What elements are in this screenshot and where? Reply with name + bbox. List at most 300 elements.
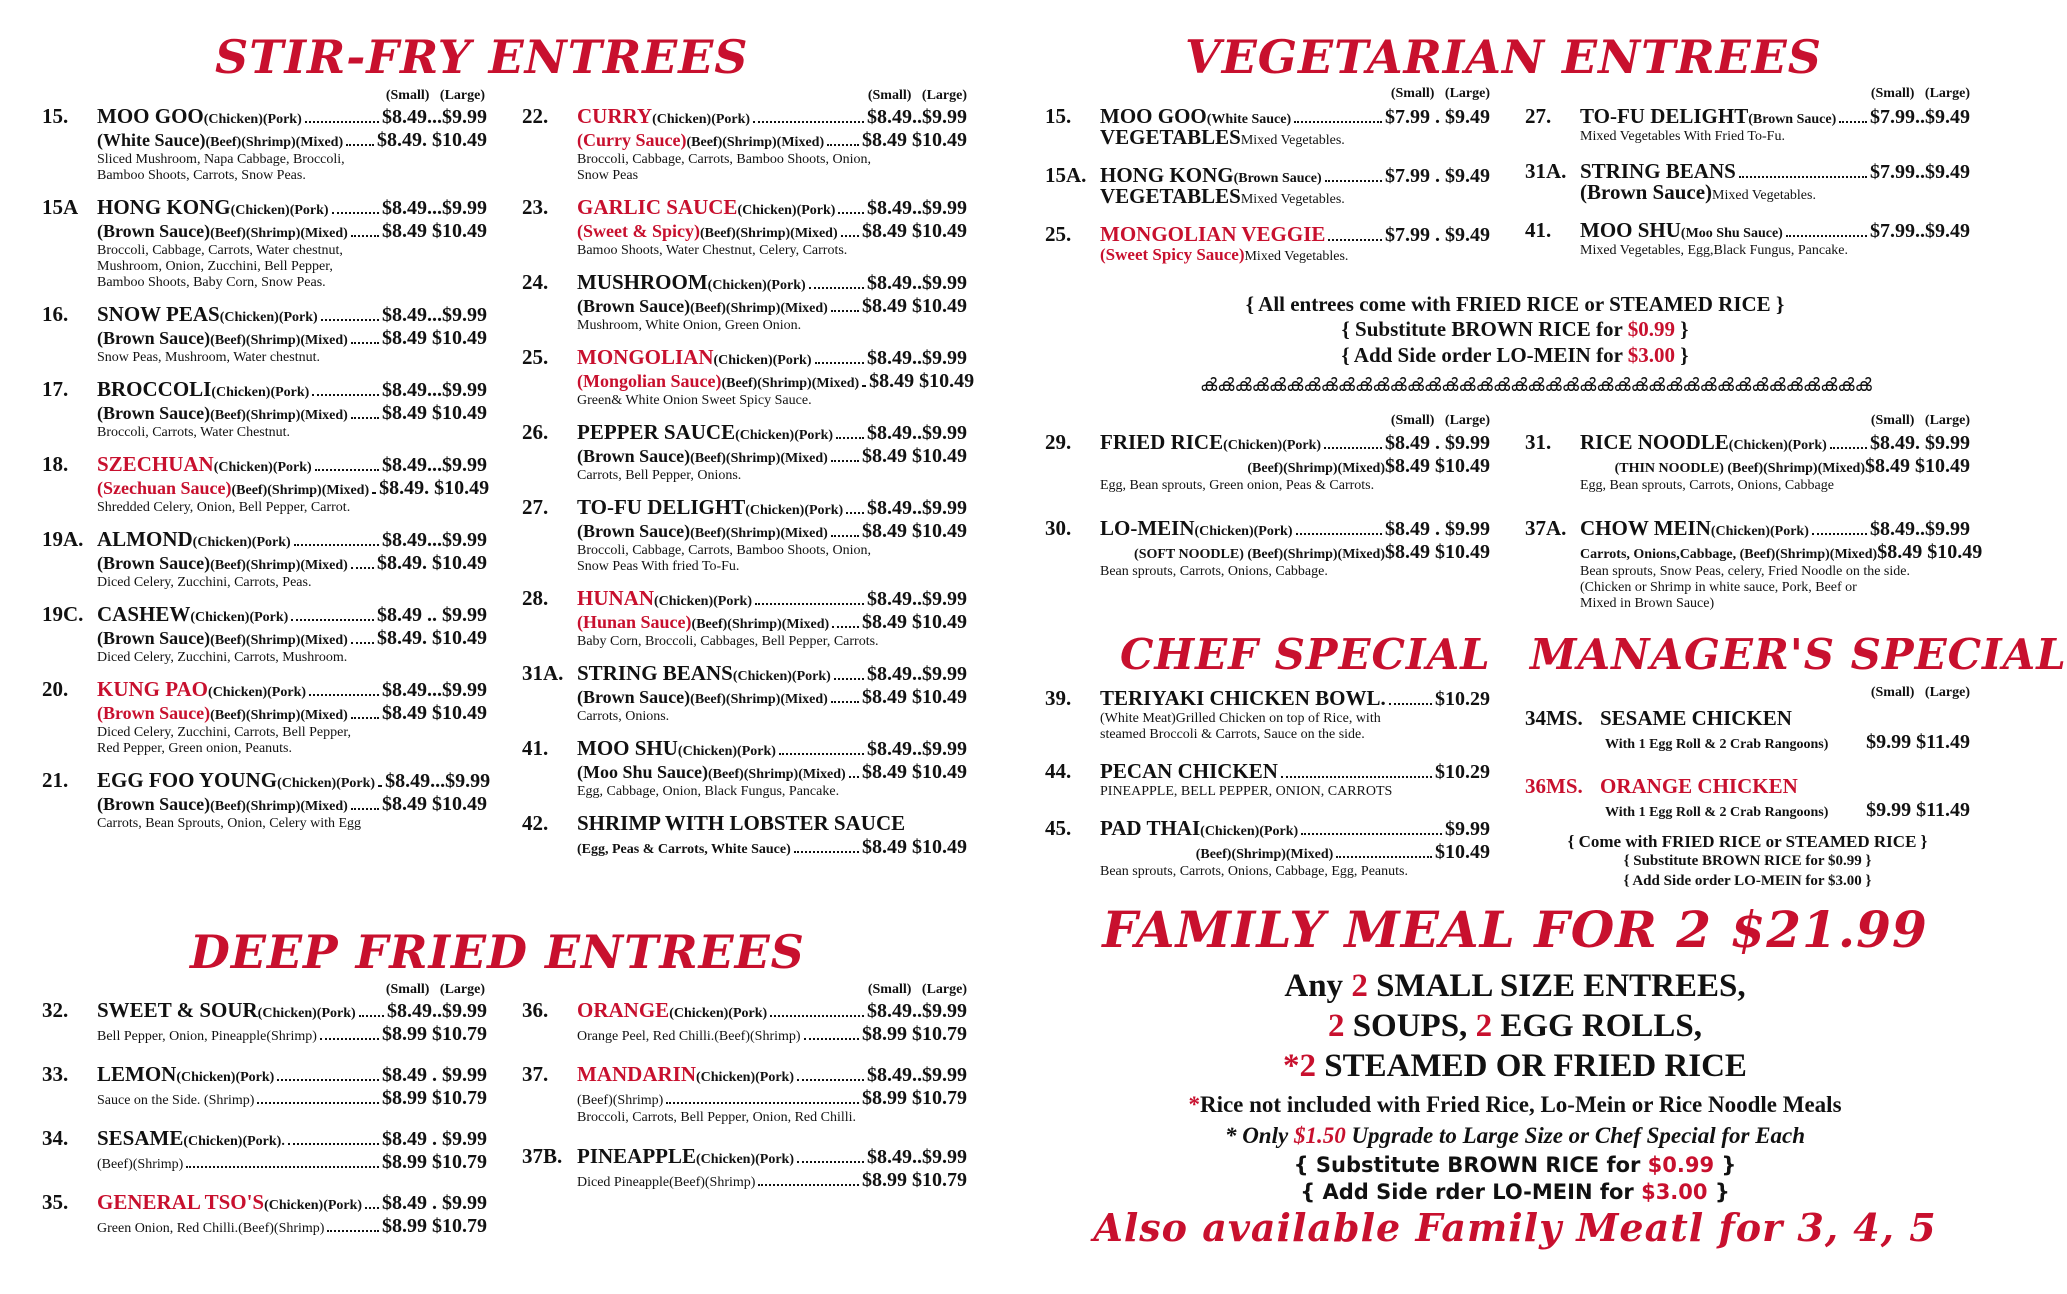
dot-leader	[779, 753, 864, 755]
dot-leader	[770, 1015, 864, 1017]
item-row	[522, 1062, 967, 1087]
item-name: PAD THAI	[1100, 816, 1201, 840]
item-options: (Chicken)(Pork)	[745, 503, 844, 518]
item-row	[522, 520, 967, 543]
item-price: $8.49 $10.49	[1385, 541, 1490, 563]
item-price: $8.49. $9.99	[1870, 432, 1970, 454]
item-description: Bamoo Shoots, Water Chestnut, Celery, Carrots.	[577, 243, 848, 258]
item-price: $8.49 $10.49	[862, 220, 967, 242]
item-price: $8.49 $10.49	[382, 327, 487, 349]
item-price: $8.49..$9.99	[867, 738, 967, 760]
menu-item[interactable]	[522, 736, 967, 800]
item-name: CHOW MEIN	[1580, 516, 1711, 540]
size-header: (Small) (Large)	[385, 982, 485, 997]
item-price: $8.49..$9.99	[867, 663, 967, 685]
dot-leader	[320, 1038, 379, 1040]
dot-leader	[862, 385, 866, 387]
item-row	[42, 627, 487, 650]
item-description: Broccoli, Carrots, Water Chestnut.	[97, 425, 291, 440]
dot-leader	[351, 642, 374, 644]
dot-leader	[846, 512, 864, 514]
item-description: Carrots, Onions.	[577, 709, 670, 724]
item-subline	[1525, 129, 1970, 145]
dot-leader	[831, 701, 859, 703]
vegetarian-note-line-1: { All entrees come with FRIED RICE or STEAMED RICE }	[1245, 292, 1785, 316]
item-row	[42, 195, 487, 220]
item-description: Mixed Vegetables, Egg,Black Fungus, Pancake.	[1580, 243, 1849, 258]
item-price: $8.99 $10.79	[382, 1215, 487, 1237]
item-row	[522, 195, 967, 220]
family-line-7: { Add Side rder LO-MEIN for $3.00 }	[1300, 1180, 1730, 1204]
item-price: $8.99 $10.79	[382, 1151, 487, 1173]
item-description: Bamboo Shoots, Carrots, Snow Peas.	[97, 168, 306, 183]
item-description: Mixed Vegetables.	[1240, 133, 1345, 148]
item-row	[522, 220, 967, 243]
dot-leader	[359, 1015, 384, 1017]
item-sauce: (Brown Sauce)	[97, 794, 211, 814]
item-price: $8.49..$9.99	[387, 1000, 487, 1022]
dot-leader	[351, 717, 379, 719]
menu-item[interactable]	[1045, 686, 1490, 743]
dot-leader	[1301, 833, 1442, 835]
dot-leader	[794, 851, 859, 853]
menu-item[interactable]	[42, 1126, 487, 1174]
item-price: $8.49...$9.99	[382, 454, 487, 476]
item-price: $8.49 $10.49	[862, 686, 967, 708]
menu-item[interactable]	[1045, 222, 1490, 265]
dot-leader	[841, 235, 859, 237]
item-options: (Beef)(Shrimp)(Mixed)	[1247, 461, 1385, 476]
dot-leader	[351, 417, 379, 419]
item-price: $8.49 . $9.99	[382, 1192, 487, 1214]
menu-item[interactable]	[522, 345, 975, 409]
item-description: Mushroom, White Onion, Green Onion.	[577, 318, 802, 333]
item-options: (Chicken)(Pork)	[1728, 438, 1827, 453]
item-price: $7.99..$9.49	[1870, 106, 1970, 128]
family-line-5: * Only $1.50 Upgrade to Large Size or Chef Special for Each	[1224, 1123, 1806, 1148]
item-price: $8.49 $10.49	[862, 445, 967, 467]
family-line-4: *Rice not included with Fried Rice, Lo-Mein or Rice Noodle Meals	[1188, 1092, 1842, 1117]
item-row	[1525, 541, 1983, 564]
dot-leader	[804, 1038, 859, 1040]
chef-special-list	[1045, 686, 1490, 896]
item-options: (Chicken)(Pork)	[677, 744, 776, 759]
size-header: (Small) (Large)	[867, 982, 967, 997]
dot-leader	[834, 678, 864, 680]
menu-item[interactable]	[522, 270, 967, 334]
item-price: $10.29	[1435, 761, 1490, 783]
item-name: PINEAPPLE	[577, 1144, 697, 1168]
dot-leader	[809, 287, 864, 289]
item-sauce: (Moo Shu Sauce)	[577, 762, 709, 782]
item-sauce: (Curry Sauce)	[577, 130, 687, 150]
dot-leader	[351, 235, 379, 237]
item-row	[42, 793, 487, 816]
menu-item[interactable]	[42, 377, 487, 441]
item-name: RICE NOODLE	[1580, 430, 1729, 454]
menu-item[interactable]	[42, 527, 487, 591]
item-number: 15.	[42, 104, 69, 128]
item-row	[1525, 731, 1970, 754]
item-price: $8.49..$9.99	[867, 197, 967, 219]
item-number: 24.	[522, 270, 549, 294]
item-options: (Beef)(Shrimp)(Mixed)	[686, 135, 825, 150]
item-name: MOO SHU	[577, 736, 678, 760]
item-row	[1525, 218, 1970, 243]
item-name: KUNG PAO	[97, 677, 209, 701]
item-description: (Chicken or Shrimp in white sauce, Pork, Beef or	[1580, 580, 1857, 595]
item-price: $8.49...$9.99	[385, 770, 491, 792]
item-row	[522, 129, 967, 152]
menu-item[interactable]	[1045, 516, 1490, 580]
item-row	[42, 1215, 487, 1238]
menu-item[interactable]	[42, 677, 487, 757]
menu-item[interactable]	[522, 661, 967, 725]
item-number: 45.	[1045, 816, 1072, 840]
item-price: $8.49..$9.99	[867, 1064, 967, 1086]
menu-item[interactable]	[1525, 706, 1970, 754]
item-price: $8.49..$9.99	[867, 106, 967, 128]
item-name: GARLIC SAUCE	[577, 195, 738, 219]
item-sauce: (Szechuan Sauce)	[97, 478, 232, 498]
item-row	[1045, 516, 1490, 541]
item-name: MUSHROOM	[577, 270, 708, 294]
item-sauce: (Brown Sauce)	[577, 687, 691, 707]
item-number: 20.	[42, 677, 69, 701]
menu-item[interactable]	[1525, 774, 1970, 822]
item-number: 32.	[42, 998, 69, 1022]
item-row	[42, 402, 487, 425]
item-number: 22.	[522, 104, 549, 128]
item-name: SHRIMP WITH LOBSTER SAUCE	[577, 811, 906, 835]
menu-item[interactable]	[42, 1190, 487, 1238]
item-price: $9.99	[1445, 818, 1490, 840]
menu-item[interactable]	[42, 452, 490, 516]
item-row	[1525, 774, 1970, 799]
dot-leader	[186, 1166, 379, 1168]
item-options: (Chicken)(Pork)	[737, 203, 836, 218]
item-description: Shredded Celery, Onion, Bell Pepper, Carrot.	[97, 500, 351, 515]
item-options: (Beef)(Shrimp)(Mixed)	[210, 708, 348, 723]
item-sauce: (Brown Sauce)	[97, 628, 211, 648]
item-name: PEPPER SAUCE	[577, 420, 736, 444]
item-row	[1045, 541, 1490, 564]
item-name: LO-MEIN	[1100, 516, 1195, 540]
item-row	[522, 1169, 967, 1192]
item-row	[1525, 706, 1970, 731]
item-number: 19A.	[42, 527, 84, 551]
item-number: 36.	[522, 998, 549, 1022]
size-header: (Small) (Large)	[1870, 413, 1970, 428]
item-row	[1045, 455, 1490, 478]
dot-leader	[831, 460, 859, 462]
dot-leader	[827, 144, 859, 146]
item-options: (Chicken)(Pork)	[264, 1198, 363, 1213]
item-price: $8.49 $10.49	[382, 402, 487, 424]
family-line-2: 2 SOUPS, 2 EGG ROLLS,	[1327, 1008, 1703, 1044]
item-name: TO-FU DELIGHT	[577, 495, 746, 519]
item-number: 31.	[1525, 430, 1552, 454]
stirfry-column-2	[522, 104, 975, 870]
item-description: Bamboo Shoots, Baby Corn, Snow Peas.	[97, 275, 326, 290]
vegetarian-column-2	[1525, 104, 1970, 273]
item-row	[42, 677, 487, 702]
dot-leader	[1328, 239, 1382, 241]
item-subline	[1045, 247, 1490, 265]
dot-leader	[849, 776, 859, 778]
dot-leader	[321, 319, 379, 321]
dot-leader	[797, 1161, 864, 1163]
item-description: Sliced Mushroom, Napa Cabbage, Broccoli,	[97, 152, 345, 167]
item-description: Diced Celery, Zucchini, Carrots, Bell Pepper,	[97, 725, 351, 740]
menu-item[interactable]	[522, 1062, 967, 1126]
size-header: (Small) (Large)	[1870, 685, 1970, 700]
item-options: (Chicken)(Pork)	[213, 460, 312, 475]
stirfry-column-1	[42, 104, 491, 843]
item-row	[522, 686, 967, 709]
menu-item[interactable]	[42, 195, 487, 291]
dot-leader	[797, 1079, 864, 1081]
item-options: (THIN NOODLE) (Beef)(Shrimp)(Mixed)	[1614, 461, 1865, 476]
item-options: (Chicken)(Pork)	[654, 594, 752, 609]
dot-leader	[666, 1102, 859, 1104]
dot-leader	[346, 144, 374, 146]
item-options: (Chicken)(Pork)	[1710, 524, 1809, 539]
item-name: CASHEW	[97, 602, 191, 626]
item-sauce: (Brown Sauce)	[577, 446, 691, 466]
item-row	[1045, 222, 1490, 247]
item-row	[522, 495, 967, 520]
dot-leader	[831, 535, 859, 537]
menu-item[interactable]	[1525, 104, 1970, 145]
item-row	[1045, 686, 1490, 711]
item-options: (Chicken)(Pork)	[208, 685, 307, 700]
menu-item[interactable]	[42, 602, 487, 666]
item-price: $8.49 $10.49	[869, 370, 975, 392]
item-description: Egg, Bean sprouts, Carrots, Onions, Cabbage	[1580, 478, 1834, 493]
item-row	[42, 220, 487, 243]
menu-item[interactable]	[42, 1062, 487, 1110]
item-options: (Beef)(Shrimp)(Mixed)	[690, 301, 828, 316]
item-price: $8.49 $10.49	[862, 129, 967, 151]
dot-leader	[305, 121, 379, 123]
item-number: 19C.	[42, 602, 84, 626]
manager-note-line-1: { Come with FRIED RICE or STEAMED RICE }	[1567, 832, 1928, 851]
item-name: ORANGE CHICKEN	[1600, 774, 1798, 798]
menu-item[interactable]	[1525, 516, 1983, 612]
dot-leader	[1786, 235, 1867, 237]
item-description: Green& White Onion Sweet Spicy Sauce.	[577, 393, 812, 408]
menu-item[interactable]	[42, 302, 487, 366]
item-row	[1525, 799, 1970, 822]
dot-leader	[832, 626, 859, 628]
item-description: Carrots, Bean Sprouts, Onion, Celery with Egg	[97, 816, 362, 831]
item-sauce: (Sweet & Spicy)	[577, 221, 700, 241]
item-options: (Chicken)(Pork)	[257, 1006, 356, 1021]
item-options: (Chicken)(Pork)	[1200, 824, 1299, 839]
chef-special-heading: CHEF SPECIAL	[1120, 630, 1491, 679]
item-number: 41.	[522, 736, 549, 760]
item-options: (Brown Sauce)	[1233, 171, 1322, 186]
item-row	[522, 1144, 967, 1169]
item-description: Snow Peas, Mushroom, Water chestnut.	[97, 350, 320, 365]
item-options: (Beef)(Shrimp)(Mixed)	[690, 692, 828, 707]
dot-leader	[332, 212, 379, 214]
item-options: (Chicken)(Pork)	[192, 535, 291, 550]
menu-item[interactable]	[1525, 159, 1970, 204]
item-name: GENERAL TSO'S	[97, 1190, 265, 1214]
menu-item[interactable]	[1045, 759, 1490, 800]
item-price: $10.29	[1435, 688, 1490, 710]
item-options: (Chicken)(Pork)	[176, 1070, 275, 1085]
item-row	[42, 129, 487, 152]
item-description: steamed Broccoli & Carrots, Sauce on the side.	[1100, 727, 1365, 742]
item-description: Mixed Vegetables.	[1240, 192, 1345, 207]
item-description: Bean sprouts, Snow Peas, celery, Fried Noodle on the side.	[1580, 564, 1910, 579]
vegetarian-heading: VEGETARIAN ENTREES	[1185, 30, 1822, 84]
deepfried-column-2	[522, 998, 967, 1208]
item-description: Mixed Vegetables.	[1712, 188, 1816, 203]
item-row	[522, 836, 967, 859]
menu-item[interactable]	[1045, 104, 1490, 149]
item-description: Broccoli, Cabbage, Carrots, Water chestnut,	[97, 243, 343, 258]
item-detail: (Beef)(Shrimp)	[577, 1093, 664, 1108]
dot-leader	[831, 310, 859, 312]
menu-item[interactable]	[42, 998, 487, 1046]
dot-leader	[1336, 856, 1432, 858]
dot-leader	[1389, 703, 1432, 705]
item-number: 31A.	[1525, 159, 1567, 183]
item-price: $8.49 $10.49	[862, 761, 967, 783]
dot-leader	[294, 544, 379, 546]
item-subname: (Brown Sauce)	[1580, 180, 1713, 204]
item-row	[1525, 104, 1970, 129]
menu-item[interactable]	[1045, 430, 1490, 494]
dot-leader	[365, 1207, 379, 1209]
family-more-sizes: Also available Family Meatl for 3, 4, 5	[1093, 1205, 1937, 1250]
item-number: 37B.	[522, 1144, 563, 1168]
vegetarian-note-line-3: { Add Side order LO-MEIN for $3.00 }	[1341, 343, 1689, 367]
menu-item[interactable]	[42, 768, 491, 832]
rice-column-2	[1525, 430, 1983, 624]
item-price: $8.49 $10.49	[382, 702, 487, 724]
item-row	[42, 527, 487, 552]
item-row	[522, 736, 967, 761]
menu-item[interactable]	[522, 811, 967, 859]
item-options: (Chicken)(Pork)	[732, 669, 831, 684]
item-subname: VEGETABLES	[1100, 125, 1241, 149]
item-number: 27.	[522, 495, 549, 519]
dot-leader	[755, 603, 864, 605]
item-options: (Beef)(Shrimp)(Mixed)	[721, 376, 860, 391]
item-number: 42.	[522, 811, 549, 835]
item-options: (Chicken)(Pork)	[696, 1152, 795, 1167]
item-number: 21.	[42, 768, 69, 792]
dot-leader	[1812, 533, 1867, 535]
dot-leader	[753, 121, 864, 123]
item-number: 37A.	[1525, 516, 1567, 540]
menu-item[interactable]	[522, 420, 967, 484]
menu-item[interactable]	[522, 586, 967, 650]
menu-item[interactable]	[1045, 816, 1490, 880]
item-description: Diced Celery, Zucchini, Carrots, Mushroom.	[97, 650, 348, 665]
item-row	[42, 998, 487, 1023]
item-options: (White Sauce)	[1206, 112, 1292, 127]
item-number: 41.	[1525, 218, 1552, 242]
item-name: STRING BEANS	[1580, 159, 1736, 183]
dot-leader	[277, 1079, 379, 1081]
item-subline	[1525, 243, 1970, 259]
item-name: MOO GOO	[97, 104, 204, 128]
item-row	[42, 1023, 487, 1046]
menu-item[interactable]	[522, 998, 967, 1046]
item-price: $8.49 . $9.99	[1385, 432, 1490, 454]
item-price: $8.49...$9.99	[382, 304, 487, 326]
item-options: (Chicken)(Pork)	[1194, 524, 1293, 539]
size-header: (Small) (Large)	[385, 88, 485, 103]
item-price: $8.49 $10.49	[382, 793, 487, 815]
item-sauce: (Brown Sauce)	[97, 553, 211, 573]
item-price: $8.49..$9.99	[867, 347, 967, 369]
item-options: (SOFT NOODLE) (Beef)(Shrimp)(Mixed)	[1134, 547, 1385, 562]
item-includes: With 1 Egg Roll & 2 Crab Rangoons)	[1605, 737, 1829, 752]
item-row	[42, 1126, 487, 1151]
item-row	[522, 420, 967, 445]
menu-item[interactable]	[42, 104, 487, 184]
item-name: HONG KONG	[97, 195, 231, 219]
item-row	[522, 586, 967, 611]
item-name: MANDARIN	[577, 1062, 696, 1086]
item-options: (Chicken)(Pork)	[707, 278, 806, 293]
item-name: MOO SHU	[1580, 218, 1681, 242]
item-description: Diced Celery, Zucchini, Carrots, Peas.	[97, 575, 312, 590]
item-row	[522, 998, 967, 1023]
menu-item[interactable]	[522, 104, 967, 184]
item-detail: Bell Pepper, Onion, Pineapple(Shrimp)	[97, 1029, 317, 1044]
item-row	[1525, 430, 1970, 455]
item-detail: Sauce on the Side. (Shrimp)	[97, 1093, 255, 1108]
item-number: 29.	[1045, 430, 1072, 454]
item-price: $8.49..$9.99	[867, 497, 967, 519]
item-price: $8.49..$9.99	[867, 588, 967, 610]
menu-item[interactable]	[522, 1144, 967, 1192]
item-options: (Chicken)(Pork)	[669, 1006, 768, 1021]
item-row	[42, 477, 490, 500]
item-row	[522, 104, 967, 129]
item-price: $8.49...$9.99	[382, 529, 487, 551]
item-name: ORANGE	[577, 998, 670, 1022]
item-description: Mushroom, Onion, Zucchini, Bell Pepper,	[97, 259, 333, 274]
item-price: $7.99..$9.49	[1870, 220, 1970, 242]
menu-item[interactable]	[1045, 163, 1490, 208]
item-sauce: (Brown Sauce)	[577, 296, 691, 316]
deepfried-column-1	[42, 998, 487, 1254]
item-price: $8.49 $10.49	[1385, 455, 1490, 477]
menu-item[interactable]	[1525, 430, 1970, 494]
item-options: (Chicken)(Pork)	[652, 112, 751, 127]
item-sauce: (White Sauce)	[97, 130, 206, 150]
item-row	[42, 552, 487, 575]
menu-item[interactable]	[1525, 218, 1970, 259]
menu-item[interactable]	[522, 195, 967, 259]
item-price: $8.49 $10.49	[862, 295, 967, 317]
item-options: (Beef)(Shrimp)(Mixed)	[210, 799, 348, 814]
dot-leader	[351, 342, 379, 344]
item-row	[1525, 455, 1970, 478]
menu-item[interactable]	[522, 495, 967, 575]
item-price: $8.49...$9.99	[382, 106, 487, 128]
item-includes: With 1 Egg Roll & 2 Crab Rangoons)	[1605, 805, 1829, 820]
